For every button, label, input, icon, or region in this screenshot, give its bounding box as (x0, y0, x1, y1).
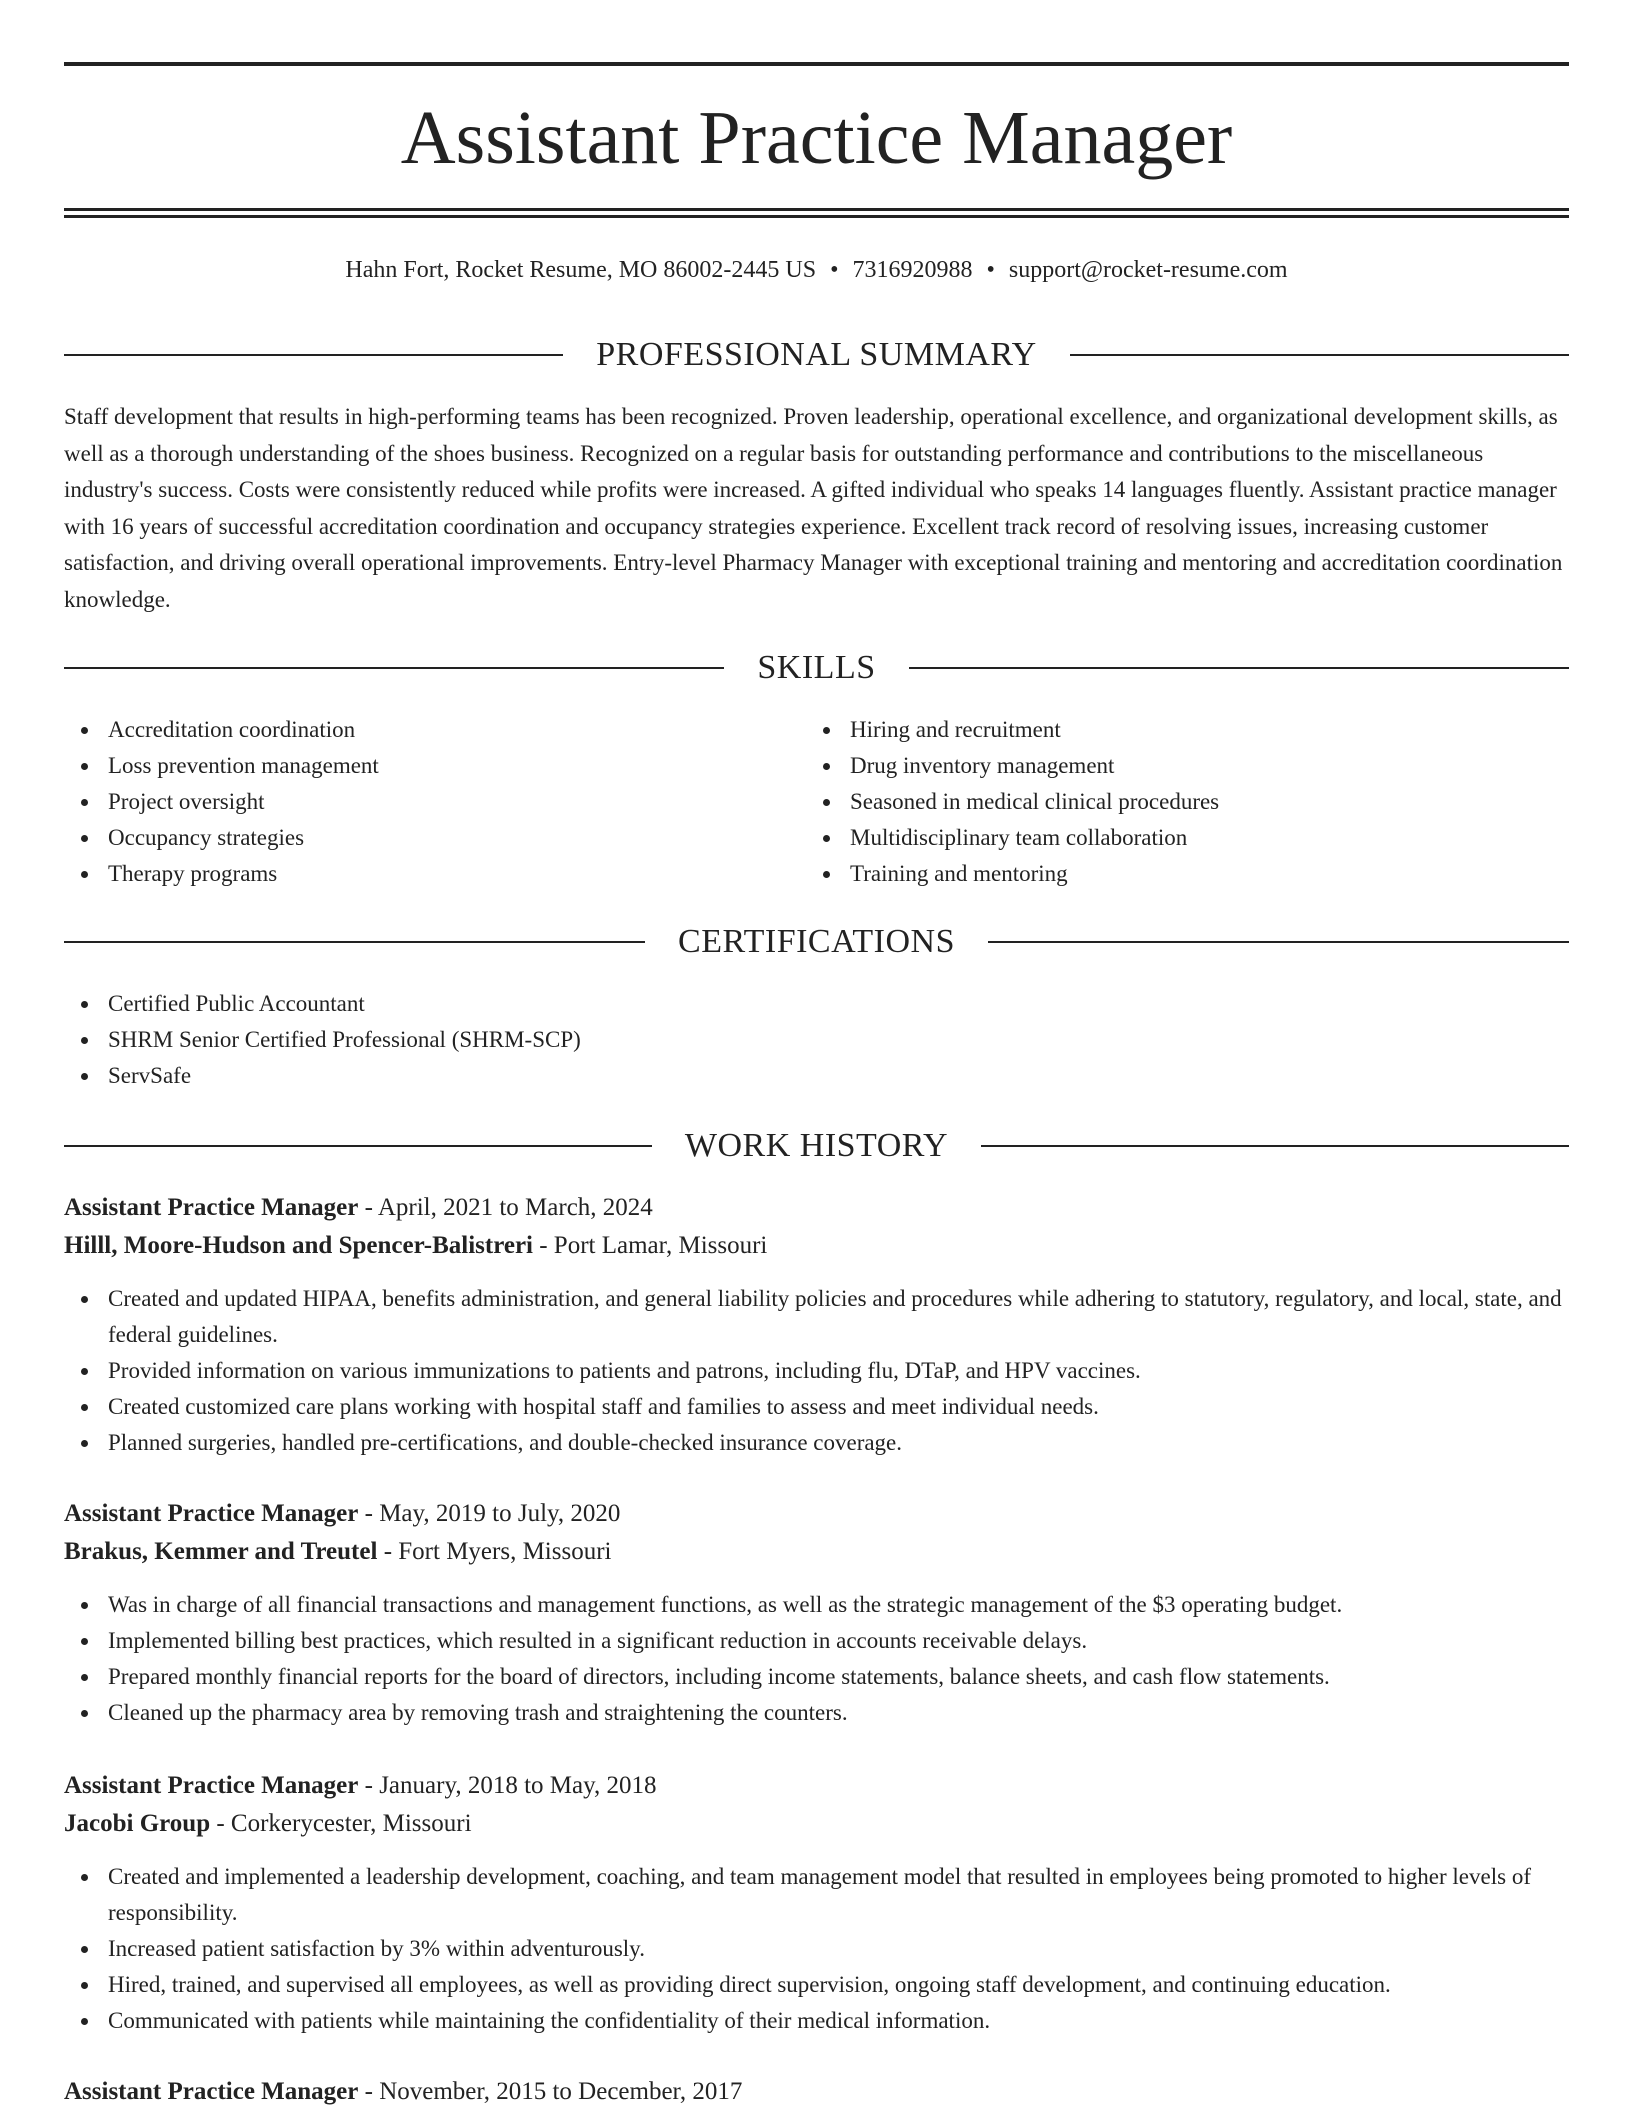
skills-list-left (64, 712, 804, 892)
skills-heading (64, 646, 1569, 690)
job-location: - Fort Myers, Missouri (377, 1538, 612, 1565)
certification-item: SHRM Senior Certified Professional (SHRM-SCP) (64, 1022, 1569, 1058)
job-bullet: Cleaned up the pharmacy area by removing trash and straightening the counters. (64, 1695, 1569, 1731)
job-title-row (64, 2073, 1569, 2111)
resume-name: Assistant Practice Manager (400, 96, 1233, 180)
job-entry (64, 1495, 1569, 1731)
skill-item: Drug inventory management (806, 748, 1569, 784)
job-bullet: Planned surgeries, handled pre-certifications, and double-checked insurance coverage. (64, 1425, 1569, 1461)
job-entry (64, 1189, 1569, 1461)
job-entry (64, 1767, 1569, 2039)
job-company-row (64, 1805, 1569, 1843)
job-company-row (64, 1227, 1569, 1265)
job-bullet: Prepared monthly financial reports for the board of directors, including income statements, balance sheets, and cash flow statements. (64, 1659, 1569, 1695)
contact-email[interactable]: support@rocket-resume.com (1008, 257, 1288, 283)
job-title-row (64, 1495, 1569, 1533)
job-role: Assistant Practice Manager (64, 1772, 359, 1799)
job-title-row (64, 1189, 1569, 1227)
job-dates: - January, 2018 to May, 2018 (358, 1772, 657, 1799)
certifications-heading (64, 920, 1569, 964)
certifications-title: CERTIFICATIONS (678, 923, 955, 960)
summary-heading (64, 333, 1569, 377)
summary-title: PROFESSIONAL SUMMARY (596, 336, 1037, 373)
heading-rule-left (64, 1145, 652, 1147)
certification-item: ServSafe (64, 1058, 1569, 1094)
job-role: Assistant Practice Manager (64, 1194, 359, 1221)
double-rule (64, 208, 1569, 218)
job-bullet: Hired, trained, and supervised all employees, as well as providing direct supervision, ongoing staff development, and continuing education. (64, 1967, 1569, 2003)
job-location: - Port Lamar, Missouri (532, 1232, 768, 1259)
contact-separator: • (986, 257, 995, 283)
certification-item: Certified Public Accountant (64, 986, 1569, 1022)
contact-address: Hahn Fort, Rocket Resume, MO 86002-2445 US (345, 257, 817, 283)
heading-rule-right (909, 667, 1569, 669)
heading-rule-right (981, 1145, 1569, 1147)
skill-item: Loss prevention management (64, 748, 804, 784)
job-role: Assistant Practice Manager (64, 1500, 359, 1527)
skills-list-right (806, 712, 1569, 892)
heading-rule-left (64, 941, 645, 943)
job-bullets (64, 1281, 1569, 1461)
skill-item: Project oversight (64, 784, 804, 820)
heading-rule-right (1070, 354, 1569, 356)
job-bullet: Created and implemented a leadership development, coaching, and team management model that resulted in employees being promoted to higher levels of responsibility. (64, 1859, 1569, 1931)
contact-separator: • (830, 257, 839, 283)
skill-item: Multidisciplinary team collaboration (806, 820, 1569, 856)
job-bullet: Implemented billing best practices, which resulted in a significant reduction in accounts receivable delays. (64, 1623, 1569, 1659)
work-history-title: WORK HISTORY (684, 1127, 949, 1164)
heading-rule-left (64, 667, 724, 669)
skills-title: SKILLS (757, 649, 876, 686)
skill-item: Occupancy strategies (64, 820, 804, 856)
summary-text: Staff development that results in high-performing teams has been recognized. Proven leadership, operational excellence, and organizational development skills, as well as a thorough understanding of the shoes business. Recognized on a regular basis for outstanding performance and contributions to the miscellaneous industry's success. Costs were consistently reduced while profits were increased. A gifted individual who speaks 14 languages fluently. Assistant practice manager with 16 years of successful accreditation coordination and occupancy strategies experience. Excellent track record of resolving issues, increasing customer satisfaction, and driving overall operational improvements. Entry-level Pharmacy Manager with exceptional training and mentoring and accreditation coordination knowledge. (64, 404, 1563, 612)
job-title-row (64, 1767, 1569, 1805)
job-bullet: Created and updated HIPAA, benefits administration, and general liability policies and procedures while adhering to statutory, regulatory, and local, state, and federal guidelines. (64, 1281, 1569, 1353)
contact-line (64, 253, 1569, 287)
job-company: Brakus, Kemmer and Treutel (64, 1538, 378, 1565)
job-company: Hilll, Moore-Hudson and Spencer-Balistreri (64, 1232, 533, 1259)
job-company-row (64, 1533, 1569, 1571)
contact-phone: 7316920988 (852, 257, 973, 283)
job-bullets (64, 1859, 1569, 2039)
top-rule (64, 62, 1569, 66)
job-dates: - November, 2015 to December, 2017 (358, 2078, 743, 2105)
job-role: Assistant Practice Manager (64, 2078, 359, 2105)
job-entry (64, 2073, 1569, 2111)
job-bullet: Increased patient satisfaction by 3% within adventurously. (64, 1931, 1569, 1967)
job-bullet: Provided information on various immunizations to patients and patrons, including flu, DTaP, and HPV vaccines. (64, 1353, 1569, 1389)
certifications-list (64, 986, 1569, 1094)
work-history-heading (64, 1124, 1569, 1168)
heading-rule-right (988, 941, 1569, 943)
skill-item: Seasoned in medical clinical procedures (806, 784, 1569, 820)
job-company: Jacobi Group (64, 1810, 211, 1837)
job-bullet: Communicated with patients while maintaining the confidentiality of their medical information. (64, 2003, 1569, 2039)
skill-item: Accreditation coordination (64, 712, 804, 748)
job-dates: - May, 2019 to July, 2020 (358, 1500, 621, 1527)
job-location: - Corkerycester, Missouri (210, 1810, 472, 1837)
job-bullet: Was in charge of all financial transactions and management functions, as well as the strategic management of the $3 operating budget. (64, 1587, 1569, 1623)
skill-item: Hiring and recruitment (806, 712, 1569, 748)
skill-item: Training and mentoring (806, 856, 1569, 892)
heading-rule-left (64, 354, 563, 356)
job-dates: - April, 2021 to March, 2024 (358, 1194, 653, 1221)
job-bullet: Created customized care plans working with hospital staff and families to assess and meet individual needs. (64, 1389, 1569, 1425)
job-bullets (64, 1587, 1569, 1731)
skill-item: Therapy programs (64, 856, 804, 892)
